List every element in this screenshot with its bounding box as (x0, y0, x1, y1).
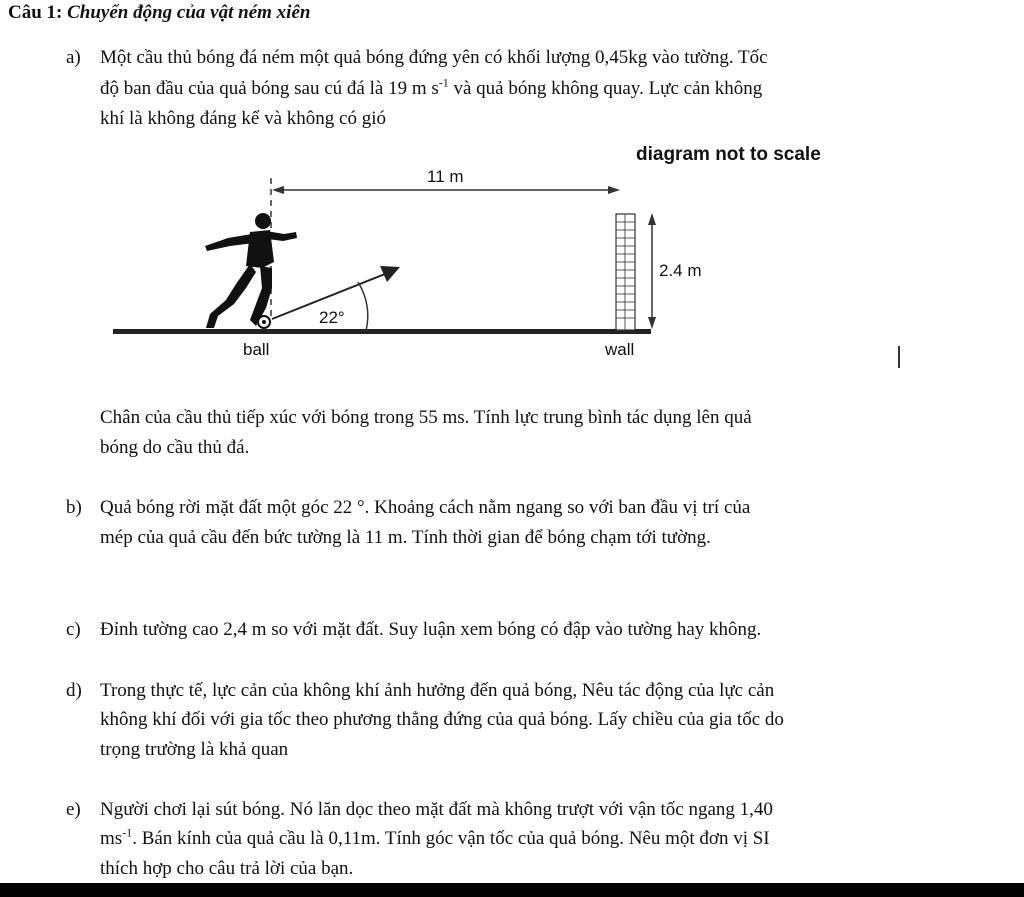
wall-label: wall (605, 340, 635, 359)
part-a-question-line-2: bóng do cầu thủ đá. (100, 437, 250, 458)
ball-mark (262, 320, 266, 324)
height-arrow-bottom-head (648, 317, 656, 329)
text-cursor (898, 346, 900, 368)
part-a-line-2-before: độ ban đầu của quả bóng sau cú đá là 19 m s (100, 78, 439, 99)
part-d-line-2: không khí đối với gia tốc theo phương thẳng đứng của quả bóng. Lấy chiều của gia tốc do (100, 709, 784, 730)
question-topic: Chuyển động của vật ném xiên (67, 2, 311, 23)
diagram-note: diagram not to scale (636, 144, 821, 165)
part-a-line-3: khí là không đáng kể và không có gió (100, 108, 387, 129)
part-d-line-1: Trong thực tế, lực cản của không khí ảnh hưởng đến quả bóng, Nêu tác động của lực cản (100, 680, 775, 701)
part-e-line-2-after: . Bán kính của quả cầu là 0,11m. Tính góc vận tốc của quả bóng. Nêu một đơn vị SI (132, 828, 770, 849)
ground-line (113, 329, 651, 334)
distance-arrow-right-head (608, 186, 620, 194)
bottom-black-bar (0, 883, 1024, 897)
distance-arrow-left-head (272, 186, 284, 194)
part-e-line-2 (100, 826, 770, 852)
projectile-diagram (0, 0, 1024, 380)
part-b-label: b) (66, 497, 82, 518)
part-c-label: c) (66, 619, 81, 640)
part-a-line-2-sup: -1 (438, 75, 449, 90)
part-e-line-1: Người chơi lại sút bóng. Nó lăn dọc theo mặt đất mà không trượt với vận tốc ngang 1,40 (100, 799, 773, 820)
part-e-label: e) (66, 799, 81, 820)
part-d-label: d) (66, 680, 82, 701)
part-a-line-1: Một cầu thủ bóng đá ném một quả bóng đứng yên có khối lượng 0,45kg vào tường. Tốc (100, 47, 768, 68)
part-b-line-1: Quả bóng rời mặt đất một góc 22 °. Khoảng cách nằm ngang so với ban đầu vị trí của (100, 497, 751, 518)
height-arrow-top-head (648, 213, 656, 225)
part-a-question-line-1: Chân của cầu thủ tiếp xúc với bóng trong 55 ms. Tính lực trung bình tác dụng lên quả (100, 407, 752, 428)
part-a-line-2-after: và quả bóng không quay. Lực cản không (448, 78, 763, 99)
player-silhouette (205, 213, 297, 328)
part-e-line-3: thích hợp cho câu trả lời của bạn. (100, 858, 354, 879)
angle-label: 22° (319, 308, 345, 327)
part-d-line-3: trọng trường là khả quan (100, 739, 289, 760)
question-number: Câu 1: (8, 2, 68, 23)
ball-label: ball (243, 340, 270, 359)
part-a-label: a) (66, 47, 81, 68)
part-e-line-2-before: ms (100, 828, 123, 849)
distance-label: 11 m (427, 167, 464, 186)
angle-arc (358, 282, 368, 331)
part-e-line-2-sup: -1 (122, 825, 133, 840)
height-label: 2.4 m (659, 261, 702, 280)
part-c-line-1: Đỉnh tường cao 2,4 m so với mặt đất. Suy luận xem bóng có đập vào tường hay không. (100, 619, 762, 640)
part-b-line-2: mép của quả cầu đến bức tường là 11 m. Tính thời gian để bóng chạm tới tường. (100, 527, 711, 548)
